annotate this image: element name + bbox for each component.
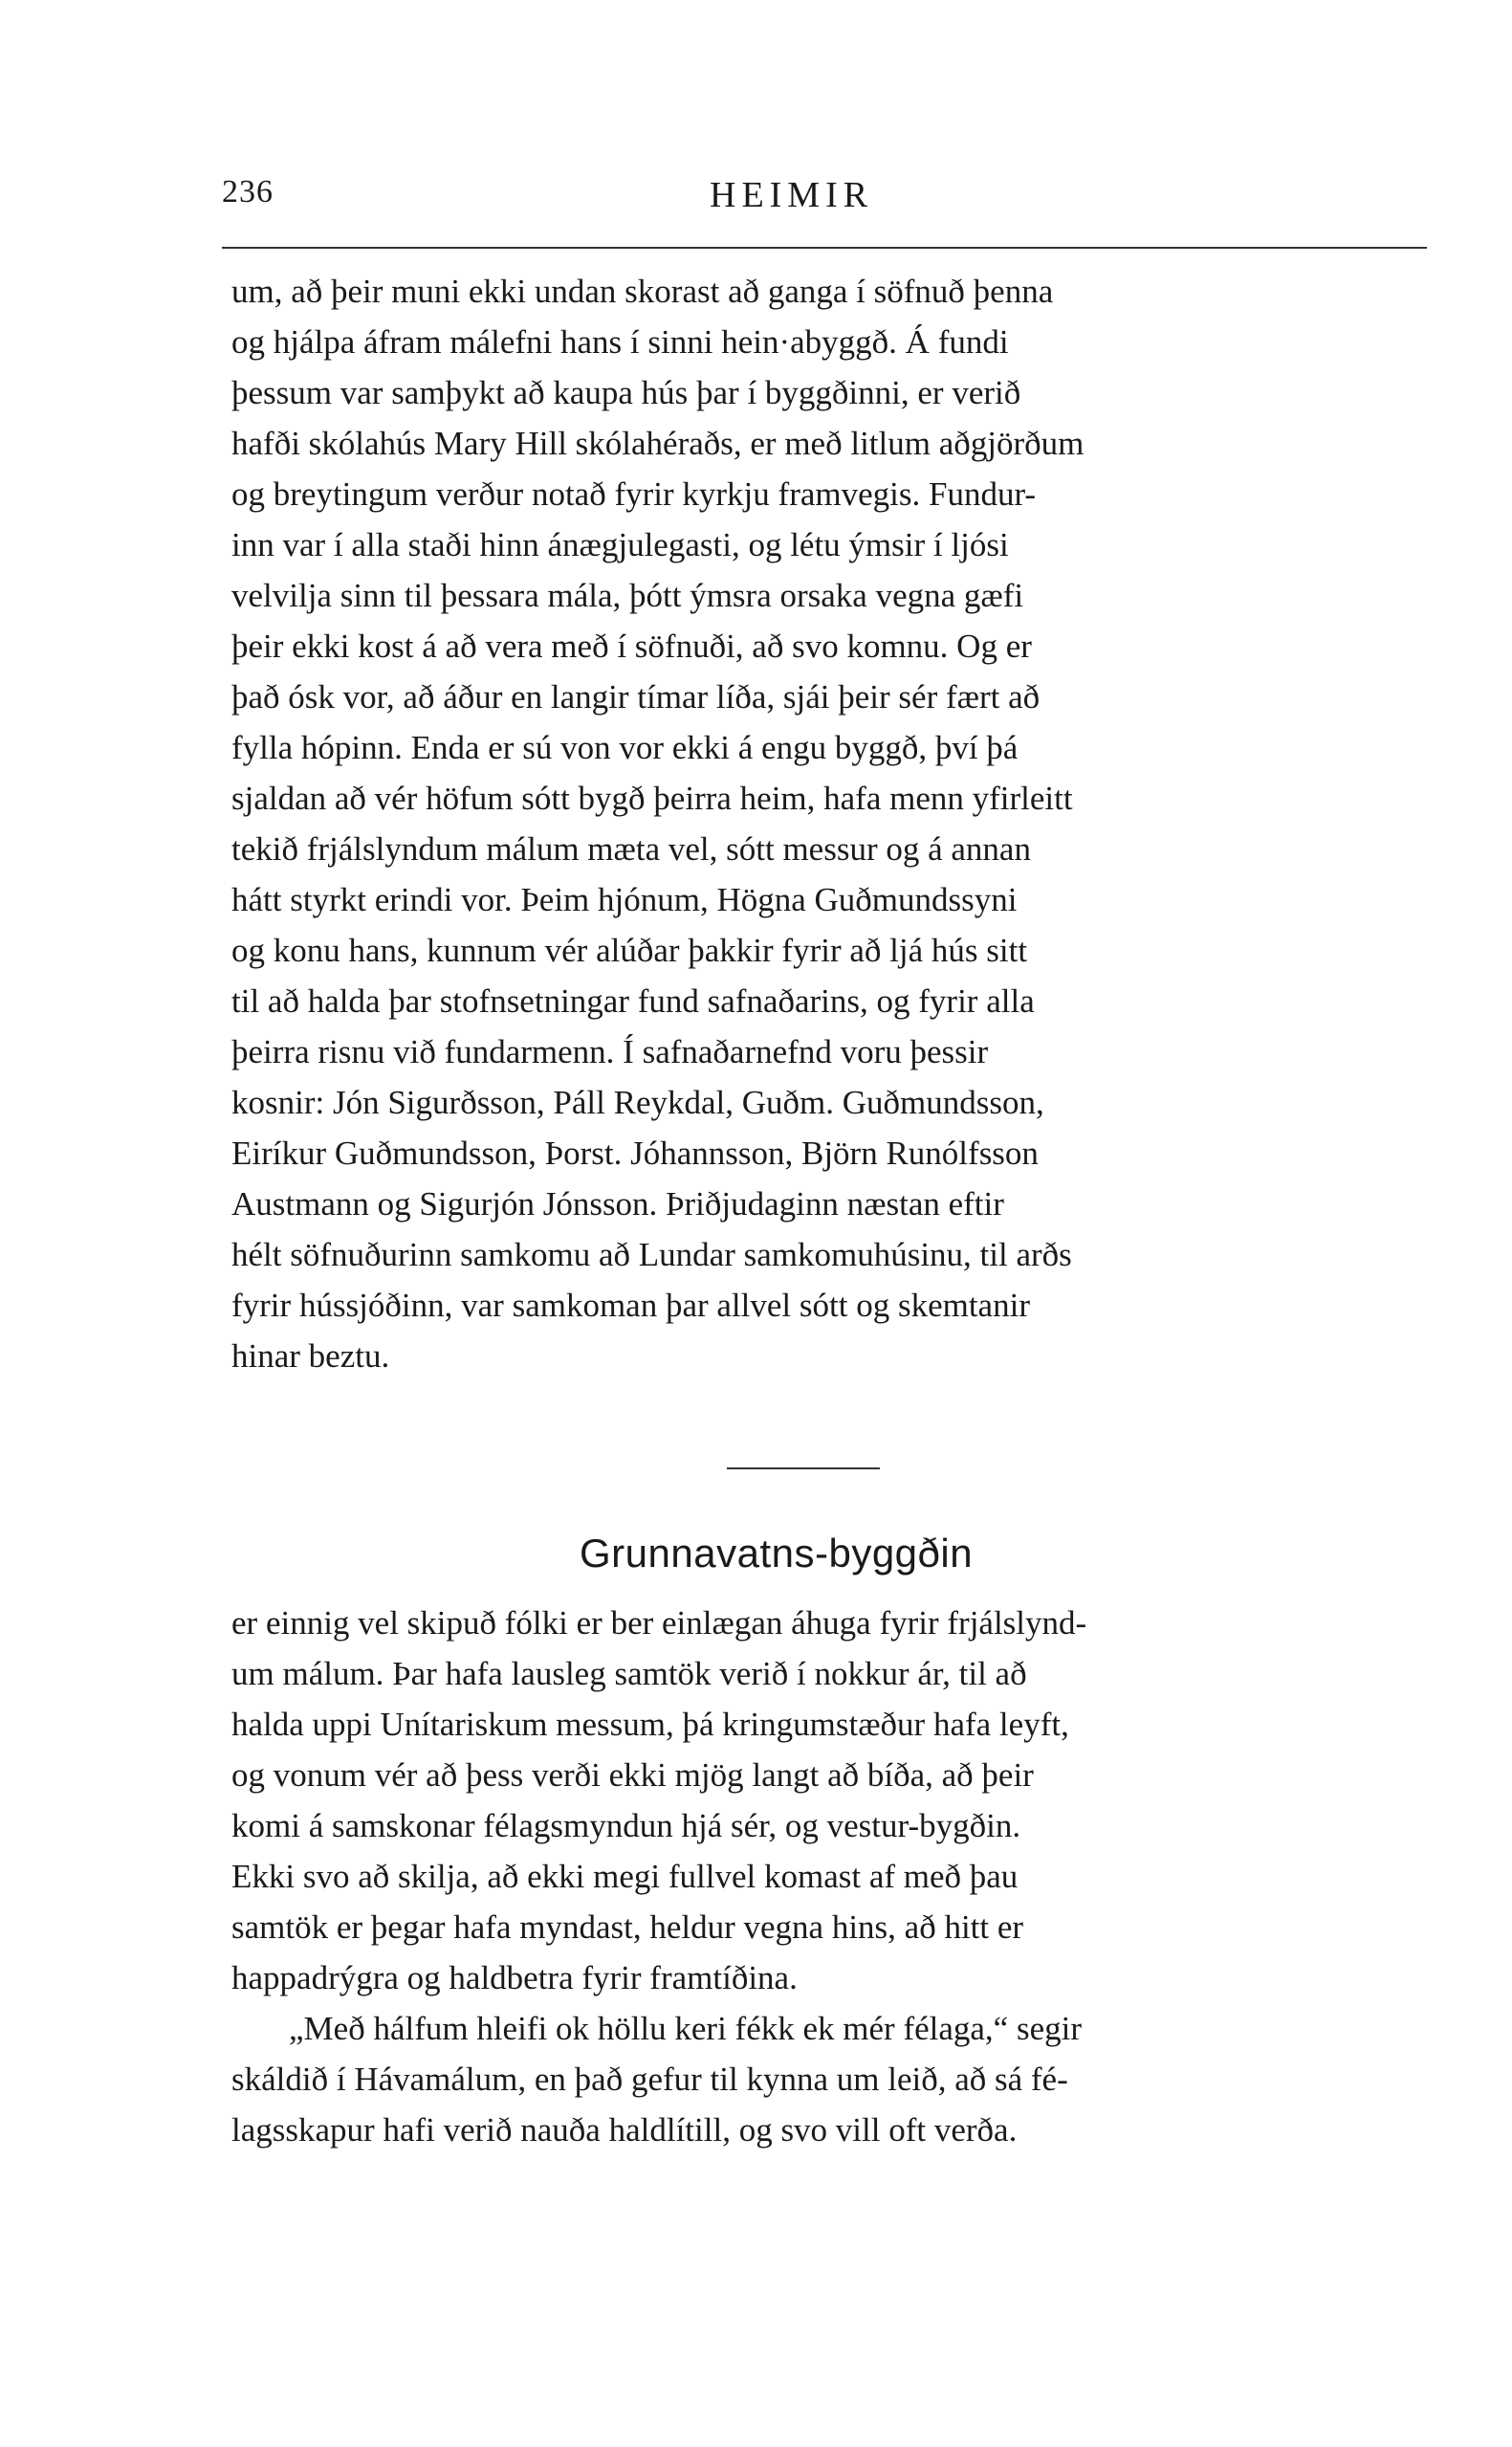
text-line: lagsskapur hafi verið nauða haldlítill, og svo vill oft verða. [231,2111,1018,2149]
text-line: um málum. Þar hafa lausleg samtök verið í nokkur ár, til að [231,1655,1027,1692]
text-line: þeir ekki kost á að vera með í söfnuði, að svo komnu. Og er [231,628,1032,665]
text-line: inn var í alla staði hinn ánægjulegasti, og létu ýmsir í ljósi [231,526,1009,563]
text-line: fyrir hússjóðinn, var samkoman þar allvel sótt og skemtanir [231,1287,1030,1324]
text-line: komi á samskonar félagsmyndun hjá sér, og vestur-bygðin. [231,1807,1021,1844]
section-heading: Grunnavatns-byggðin [580,1531,974,1576]
text-line: þessum var samþykt að kaupa hús þar í byggðinni, er verið [231,374,1021,411]
text-line: og vonum vér að þess verði ekki mjög langt að bíða, að þeir [231,1756,1034,1794]
text-line: það ósk vor, að áður en langir tímar líða, sjái þeir sér fært að [231,678,1041,716]
running-head: HEIMIR [710,175,874,215]
text-line: halda uppi Unítariskum messum, þá kringumstæður hafa leyft, [231,1706,1069,1743]
text-line: hinar beztu. [231,1337,390,1375]
text-line: um, að þeir muni ekki undan skorast að ganga í söfnuð þenna [231,273,1054,310]
section-separator [727,1467,880,1469]
text-line: skáldið í Hávamálum, en það gefur til kynna um leið, að sá fé- [231,2061,1068,2098]
text-line: er einnig vel skipuð fólki er ber einlægan áhuga fyrir frjálslynd- [231,1604,1087,1642]
paragraph-2 [231,1598,1446,2003]
text-line: samtök er þegar hafa myndast, heldur vegna hins, að hitt er [231,1908,1024,1946]
text-line: hafði skólahús Mary Hill skólahéraðs, er með litlum aðgjörðum [231,425,1085,462]
text-line: Ekki svo að skilja, að ekki megi fullvel komast af með þau [231,1858,1019,1895]
text-line: tekið frjálslyndum málum mæta vel, sótt messur og á annan [231,830,1031,868]
paragraph-1 [231,266,1446,1381]
text-line: til að halda þar stofnsetningar fund safnaðarins, og fyrir alla [231,982,1035,1020]
text-line: happadrýgra og haldbetra fyrir framtíðina. [231,1959,798,1996]
text-line: kosnir: Jón Sigurðsson, Páll Reykdal, Guðm. Guðmundsson, [231,1084,1044,1121]
text-line: sjaldan að vér höfum sótt bygð þeirra heim, hafa menn yfirleitt [231,780,1073,817]
text-line: hátt styrkt erindi vor. Þeim hjónum, Högna Guðmundssyni [231,881,1018,918]
page-header [222,174,1436,231]
text-line: Austmann og Sigurjón Jónsson. Þriðjudaginn næstan eftir [231,1185,1004,1223]
page-number: 236 [222,174,274,209]
header-rule [222,247,1427,249]
text-line: þeirra risnu við fundarmenn. Í safnaðarnefnd voru þessir [231,1033,989,1070]
text-line: hélt söfnuðurinn samkomu að Lundar samkomuhúsinu, til arðs [231,1236,1072,1273]
text-line: „Með hálfum hleifi ok höllu keri fékk ek mér félaga,“ segir [289,2010,1082,2047]
text-line: Eiríkur Guðmundsson, Þorst. Jóhannsson, Björn Runólfsson [231,1135,1039,1172]
text-line: og hjálpa áfram málefni hans í sinni hein·abyggð. Á fundi [231,323,1009,361]
paragraph-3 [231,2003,1446,2155]
text-line: fylla hópinn. Enda er sú von vor ekki á engu byggð, því þá [231,729,1019,766]
text-line: velvilja sinn til þessara mála, þótt ýmsra orsaka vegna gæfi [231,577,1024,614]
text-line: og breytingum verður notað fyrir kyrkju framvegis. Fundur- [231,475,1037,513]
text-line: og konu hans, kunnum vér alúðar þakkir fyrir að ljá hús sitt [231,932,1028,969]
